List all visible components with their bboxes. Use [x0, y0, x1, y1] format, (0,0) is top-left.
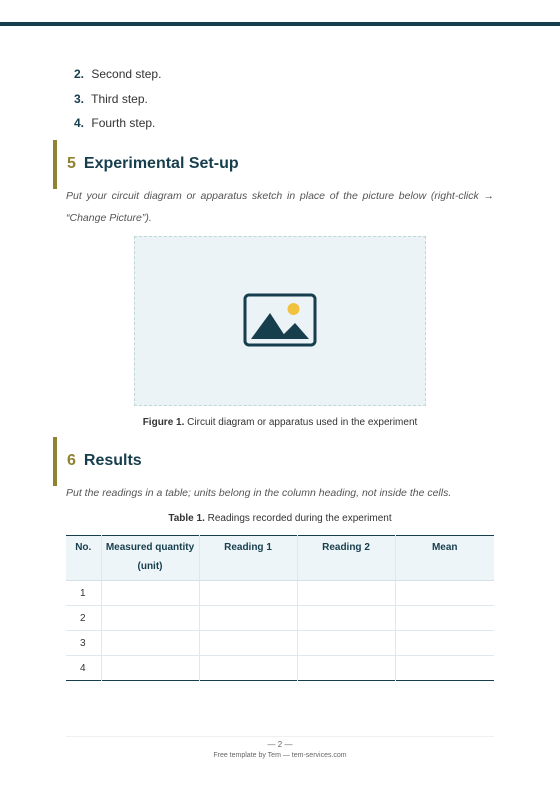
readings-table	[66, 535, 494, 681]
setup-instruction: Put your circuit diagram or apparatus sketch in place of the picture below (right-click → “Change Picture”).	[66, 190, 494, 224]
column-header: Mean	[395, 536, 494, 581]
figure-placeholder[interactable]	[134, 236, 426, 406]
column-header: No.	[66, 536, 101, 581]
table-caption-text: Readings recorded during the experiment	[207, 513, 392, 524]
table-cell[interactable]	[395, 631, 494, 656]
table-label: Table 1.	[168, 513, 205, 524]
section-accent-bar	[53, 437, 57, 486]
row-number: 2	[66, 606, 101, 631]
section-heading-setup	[53, 140, 503, 189]
section-title-text: Experimental Set-up	[83, 155, 239, 172]
list-item	[74, 115, 161, 140]
table-cell[interactable]	[101, 581, 199, 606]
table-row	[66, 656, 494, 681]
table-header-row	[66, 536, 494, 581]
table-cell[interactable]	[101, 606, 199, 631]
figure-caption-text: Circuit diagram or apparatus used in the experiment	[187, 417, 418, 428]
section-accent-bar	[53, 140, 57, 189]
step-number: 2.	[74, 67, 85, 81]
section-number: 5	[67, 155, 76, 172]
step-text: Fourth step.	[91, 116, 156, 130]
table-row	[66, 631, 494, 656]
page-number: — 2 —	[267, 740, 293, 749]
footer-credit: Free template by Tem — tem-services.com	[213, 752, 347, 759]
step-number: 3.	[74, 91, 85, 106]
footer-rule	[66, 736, 494, 737]
list-item	[74, 91, 161, 116]
step-list	[74, 66, 161, 140]
row-number: 4	[80, 662, 86, 674]
table-caption	[0, 513, 560, 524]
picture-placeholder-icon	[243, 293, 317, 349]
table-cell[interactable]	[199, 631, 297, 656]
section-heading-results	[53, 437, 503, 486]
row-number: 3	[66, 631, 101, 656]
header-rule	[0, 22, 560, 26]
figure-label: Figure 1.	[142, 417, 185, 428]
table-cell[interactable]	[297, 581, 395, 606]
table-row	[66, 581, 494, 606]
table-cell[interactable]	[395, 656, 494, 681]
column-header: Measured quantity (unit)	[101, 536, 199, 581]
table-cell[interactable]	[297, 656, 395, 681]
table-cell[interactable]	[101, 656, 199, 681]
section-title	[67, 451, 142, 471]
table-cell[interactable]	[199, 581, 297, 606]
table-cell[interactable]	[297, 631, 395, 656]
results-instruction: Put the readings in a table; units belong in the column heading, not inside the cells.	[66, 487, 452, 499]
section-title	[67, 154, 239, 174]
step-text: Third step.	[91, 91, 148, 106]
step-text: Second step.	[91, 67, 162, 81]
column-header: Reading 2	[297, 536, 395, 581]
figure-caption	[0, 417, 560, 428]
table-cell[interactable]	[297, 606, 395, 631]
table-cell[interactable]	[101, 631, 199, 656]
table-cell[interactable]	[199, 606, 297, 631]
table-row	[66, 606, 494, 631]
section-title-text: Results	[83, 452, 142, 469]
table-cell[interactable]	[199, 656, 297, 681]
step-number: 4.	[74, 116, 85, 130]
section-number: 6	[67, 452, 76, 469]
table-cell[interactable]	[395, 581, 494, 606]
row-number: 1	[66, 581, 101, 606]
list-item	[74, 66, 161, 91]
table-cell[interactable]	[395, 606, 494, 631]
column-header: Reading 1	[199, 536, 297, 581]
